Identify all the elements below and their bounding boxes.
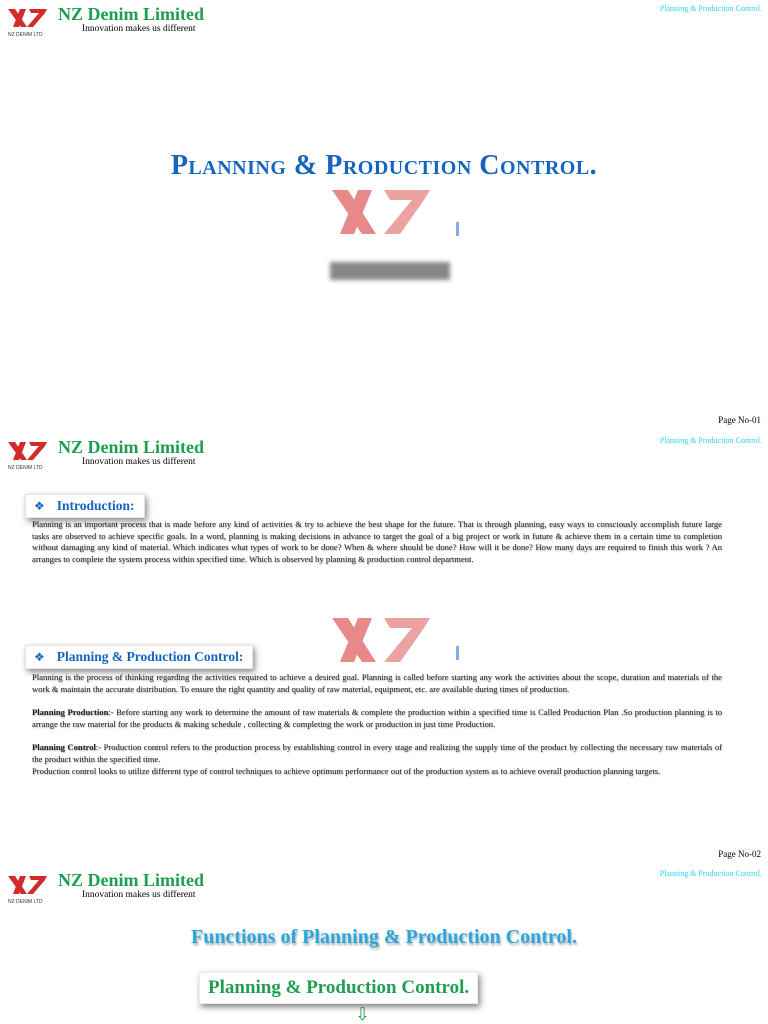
company-tagline: Innovation makes us different	[82, 457, 196, 467]
diamond-bullet-icon: ❖	[34, 498, 45, 513]
planning-control-label: Planning Control	[32, 742, 96, 752]
page-3	[0, 868, 768, 1024]
diamond-bullet-icon: ❖	[34, 649, 45, 664]
page-1	[0, 0, 768, 434]
down-arrow-icon: ⇩	[355, 1004, 371, 1024]
watermark-logo-icon	[328, 616, 463, 668]
watermark-blur	[330, 262, 450, 280]
planning-control-text: Planning Control:- Production control refers to the production process by establishing control in every stage and realizing the supply time of the product by collecting the necessary raw materials of the product within the specified time.	[32, 742, 722, 764]
ppc-heading: ❖ Planning & Production Control:	[25, 645, 253, 669]
introduction-text: Planning is an important process that is made before any kind of activities & try to achieve the best shape for the future. That is through planning, easy ways to consciously accomplish future large tasks are observed to achieve specific goals. In a word, planning is making decisions in advance to target the goal of a big project or work in future & achieve them in a certain time to completion without damaging any kind of material. Which indicates what types of work to be done? When & where should be done? How will it be done? How many days are required to finish this work ? An arranges to complete the system process within specified time. Which is observed by planning & production control department.	[32, 519, 722, 565]
company-tagline: Innovation makes us different	[82, 24, 196, 34]
introduction-heading: ❖ Introduction:	[25, 494, 145, 518]
company-name: NZ Denim Limited	[58, 437, 204, 457]
document-label: Planning & Production Control.	[659, 869, 762, 878]
nz-logo-icon	[7, 5, 51, 39]
functions-title: Functions of Planning & Production Control.	[191, 926, 577, 948]
watermark-logo-icon	[328, 188, 463, 240]
nz-logo-icon	[7, 872, 51, 906]
company-name: NZ Denim Limited	[58, 870, 204, 890]
flow-box-ppc: Planning & Production Control.	[199, 972, 478, 1004]
planning-production-text: Planning Production:- Before starting any work to determine the amount of raw materials & complete the production within a specified time is Called Production Plan .So production planning is to arrange the raw material for the products & making schedule , collecting & completing the work or production in just time Production.	[32, 707, 722, 729]
document-label: Planning & Production Control.	[659, 436, 762, 445]
ppc-text: Planning is the process of thinking regarding the activities required to achieve a desired goal. Planning is called before starting any work the activities about the scope, duration and materials of the work & maintain the accurate distribution. To ensure the right quantity and quality of raw material, equipment, etc. are available during times of production.	[32, 672, 722, 694]
document-label: Planning & Production Control.	[659, 4, 762, 13]
production-control-text: Production control looks to utilize different type of control techniques to achieve optimum performance out of the production system as to achieve overall production planning targets.	[32, 766, 661, 776]
nz-logo-icon	[7, 438, 51, 472]
company-tagline: Innovation makes us different	[82, 890, 196, 900]
page-title: Planning & Production Control.	[170, 150, 598, 181]
page-2	[0, 434, 768, 868]
page-number: Page No-02	[718, 849, 761, 859]
svg-text:NZ DENIM LTD: NZ DENIM LTD	[8, 32, 43, 38]
svg-text:NZ DENIM LTD: NZ DENIM LTD	[8, 899, 43, 905]
svg-text:NZ DENIM LTD: NZ DENIM LTD	[8, 465, 43, 471]
planning-production-label: Planning Production	[32, 707, 109, 717]
page-number: Page No-01	[718, 415, 761, 425]
company-name: NZ Denim Limited	[58, 4, 204, 24]
